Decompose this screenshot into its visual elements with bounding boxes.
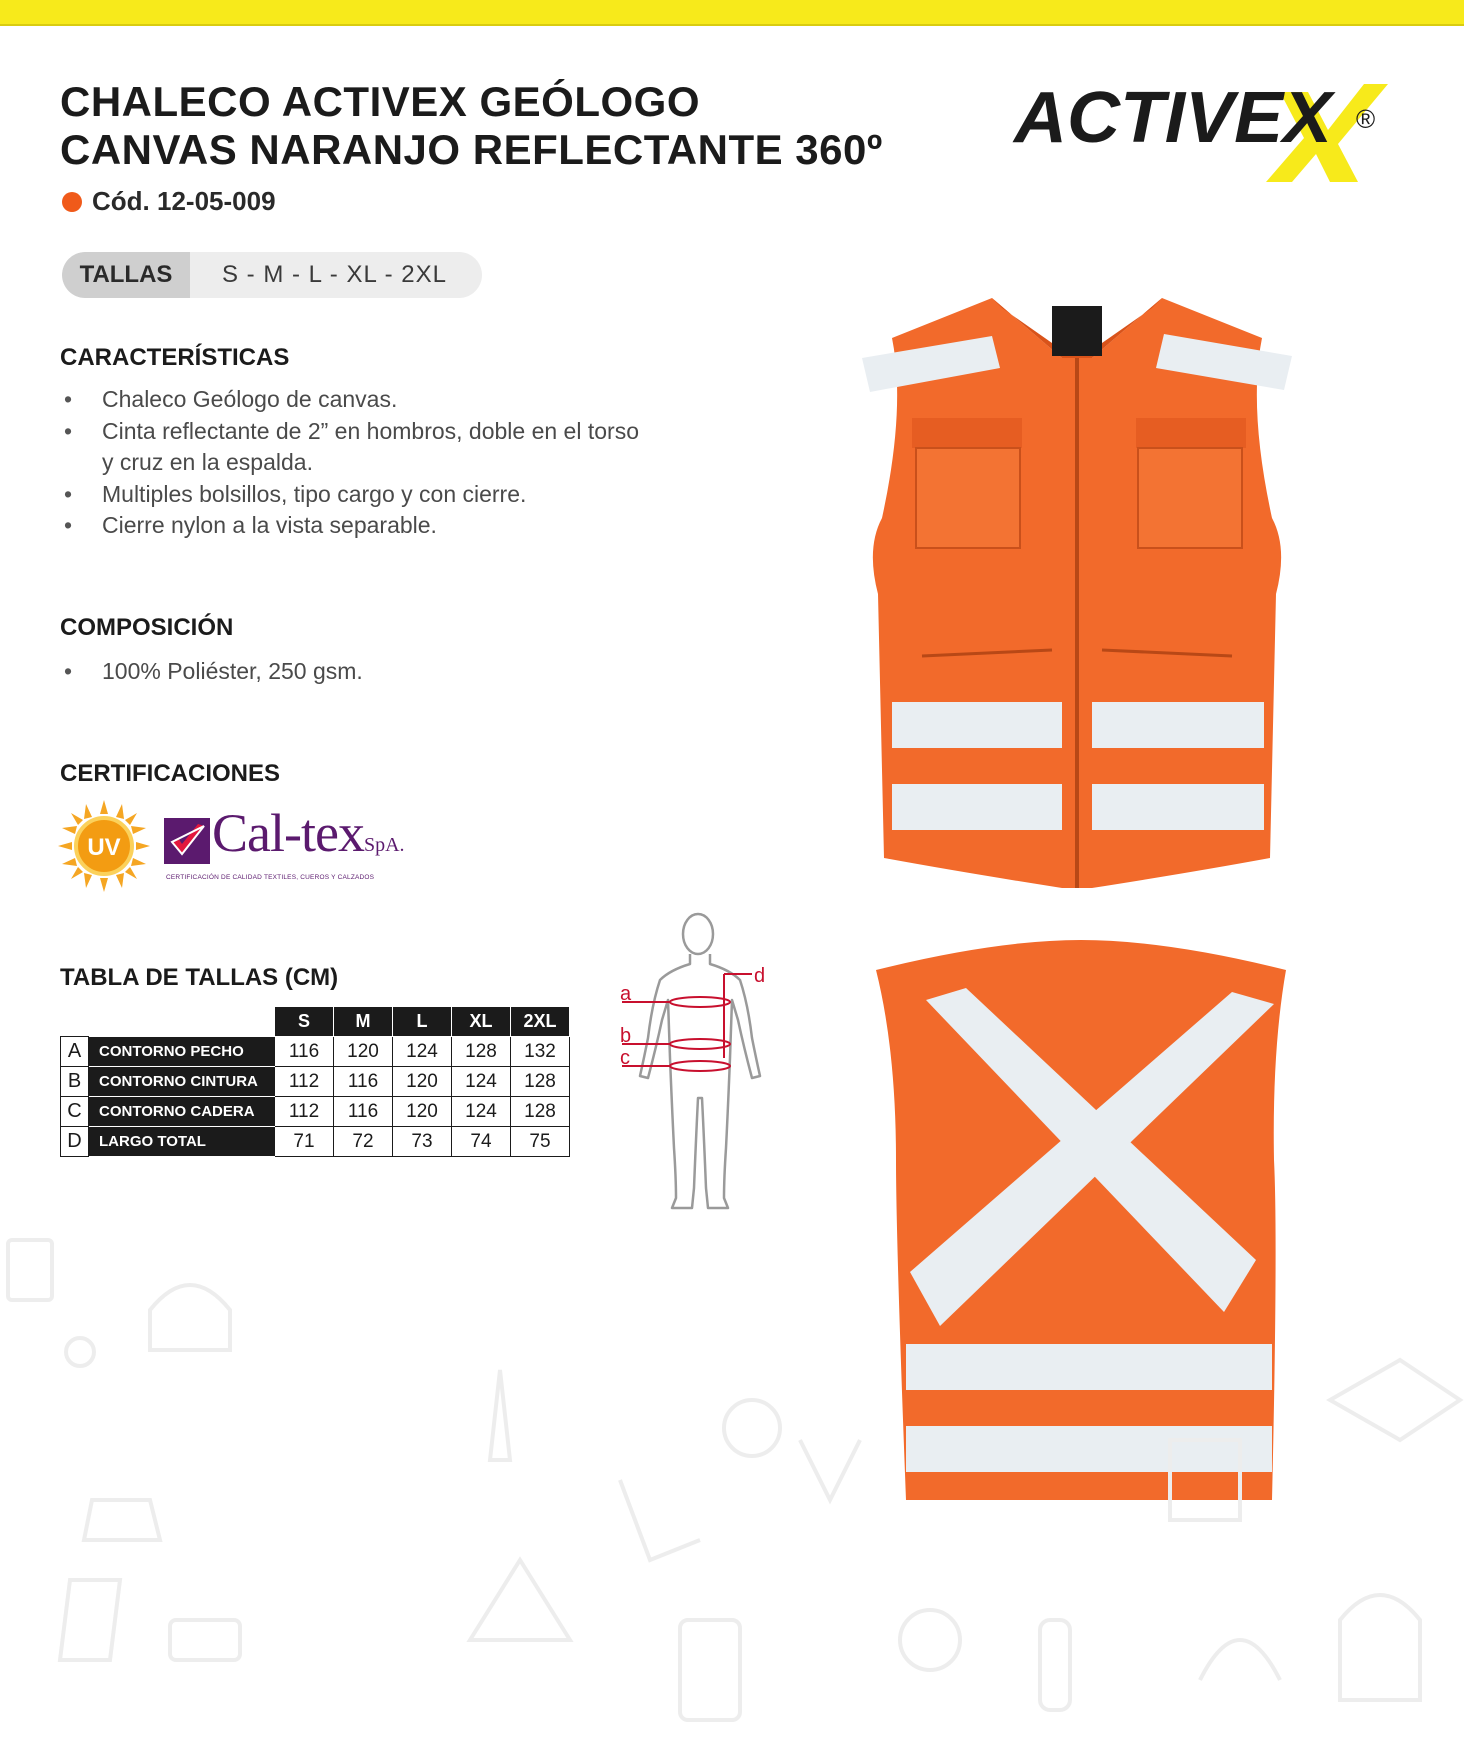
size-table-heading: TABLA DE TALLAS (CM) bbox=[60, 964, 339, 991]
size-table-corner bbox=[61, 1007, 89, 1037]
uv-sun-badge-icon bbox=[58, 800, 150, 892]
activex-logo bbox=[1012, 72, 1392, 182]
caltex-check-icon bbox=[164, 814, 210, 864]
table-cell: 120 bbox=[334, 1037, 393, 1067]
feature-item: • Chaleco Geólogo de canvas. bbox=[62, 384, 642, 416]
dot-icon bbox=[66, 1338, 94, 1366]
size-table-header-row bbox=[61, 1007, 570, 1037]
table-cell: 116 bbox=[275, 1037, 334, 1067]
logo-registered: ® bbox=[1356, 104, 1376, 134]
box-icon bbox=[1330, 1360, 1460, 1440]
features-list bbox=[62, 384, 652, 542]
size-column-header: S bbox=[275, 1007, 334, 1037]
row-name: CONTORNO CADERA bbox=[89, 1097, 275, 1127]
table-cell: 124 bbox=[452, 1097, 511, 1127]
reflective-band-front bbox=[1092, 702, 1264, 748]
product-code bbox=[62, 186, 276, 217]
table-cell: 124 bbox=[452, 1067, 511, 1097]
measure-label-c: c bbox=[620, 1047, 630, 1069]
features-heading: CARACTERÍSTICAS bbox=[60, 344, 290, 371]
size-table-corner bbox=[89, 1007, 275, 1037]
table-row bbox=[61, 1037, 570, 1067]
boot-icon bbox=[84, 1500, 160, 1540]
measure-label-a: a bbox=[620, 983, 632, 1005]
vest-front-image bbox=[852, 298, 1302, 888]
feature-item: • Cierre nylon a la vista separable. bbox=[62, 510, 642, 542]
size-column-header: L bbox=[393, 1007, 452, 1037]
bag-icon bbox=[60, 1580, 120, 1660]
table-cell: 73 bbox=[393, 1127, 452, 1157]
headphones-icon bbox=[150, 1285, 230, 1350]
table-cell: 112 bbox=[275, 1097, 334, 1127]
table-row bbox=[61, 1097, 570, 1127]
caltex-name: Cal-tex bbox=[212, 803, 364, 863]
table-cell: 116 bbox=[334, 1067, 393, 1097]
uv-badge-text: UV bbox=[87, 834, 121, 861]
top-accent-bar bbox=[0, 0, 1464, 26]
table-cell: 128 bbox=[511, 1097, 570, 1127]
shopping-cart-icon bbox=[8, 1240, 52, 1300]
row-name: CONTORNO CINTURA bbox=[89, 1067, 275, 1097]
table-cell: 75 bbox=[511, 1127, 570, 1157]
table-cell: 132 bbox=[511, 1037, 570, 1067]
caltex-wordmark bbox=[212, 802, 405, 864]
caltex-suffix: SpA. bbox=[363, 834, 405, 856]
row-name: CONTORNO PECHO bbox=[89, 1037, 275, 1067]
table-cell: 112 bbox=[275, 1067, 334, 1097]
table-cell: 116 bbox=[334, 1097, 393, 1127]
row-name: LARGO TOTAL bbox=[89, 1127, 275, 1157]
table-cell: 124 bbox=[393, 1037, 452, 1067]
cone-icon bbox=[490, 1370, 510, 1460]
mask-icon bbox=[900, 1610, 960, 1670]
search-icon bbox=[724, 1400, 780, 1456]
background-outline-icons bbox=[8, 1240, 1460, 1720]
table-row bbox=[61, 1127, 570, 1157]
size-column-header: M bbox=[334, 1007, 393, 1037]
hand-truck-icon bbox=[620, 1480, 700, 1560]
measure-label-b: b bbox=[620, 1025, 632, 1047]
boot-icon bbox=[1170, 1440, 1240, 1520]
composition-heading: COMPOSICIÓN bbox=[60, 614, 234, 641]
table-cell: 71 bbox=[275, 1127, 334, 1157]
row-letter: D bbox=[61, 1127, 89, 1157]
table-cell: 74 bbox=[452, 1127, 511, 1157]
reflective-band-front bbox=[892, 702, 1062, 748]
vest-inner-label bbox=[1052, 306, 1102, 356]
title-line-2: CANVAS NARANJO REFLECTANTE 360º bbox=[60, 126, 883, 173]
row-letter: C bbox=[61, 1097, 89, 1127]
product-code-text: Cód. 12-05-009 bbox=[92, 186, 276, 216]
location-map-icon bbox=[470, 1560, 570, 1640]
reflective-band-front bbox=[892, 784, 1062, 830]
chest-pocket-left bbox=[916, 448, 1020, 548]
background-pattern bbox=[0, 1200, 1464, 1748]
table-cell: 128 bbox=[452, 1037, 511, 1067]
chest-pocket-right bbox=[1138, 448, 1242, 548]
table-row bbox=[61, 1067, 570, 1097]
body-measurement-figure bbox=[612, 908, 792, 1218]
welding-mask-icon bbox=[1340, 1595, 1420, 1700]
headset-icon bbox=[1200, 1640, 1280, 1680]
table-cell: 120 bbox=[393, 1067, 452, 1097]
table-cell: 128 bbox=[511, 1067, 570, 1097]
row-letter: B bbox=[61, 1067, 89, 1097]
size-column-header: XL bbox=[452, 1007, 511, 1037]
measure-lines bbox=[622, 974, 752, 1071]
table-cell: 120 bbox=[393, 1097, 452, 1127]
logo-wordmark: ACTIVEX bbox=[1012, 78, 1337, 158]
truck-icon bbox=[170, 1620, 240, 1660]
measure-label-d: d bbox=[754, 965, 766, 987]
table-cell: 72 bbox=[334, 1127, 393, 1157]
sizes-value: S - M - L - XL - 2XL bbox=[222, 261, 447, 288]
feature-item: • Cinta reflectante de 2” en hombros, doble en el torso y cruz en la espalda. bbox=[62, 416, 652, 479]
vest-outline-icon bbox=[680, 1620, 740, 1720]
certifications-heading: CERTIFICACIONES bbox=[60, 760, 281, 787]
extinguisher-icon bbox=[1040, 1620, 1070, 1710]
harness-icon bbox=[800, 1440, 860, 1500]
size-column-header: 2XL bbox=[511, 1007, 570, 1037]
caltex-tagline: CERTIFICACIÓN DE CALIDAD TEXTILES, CUEROS Y CALZADOS bbox=[166, 874, 375, 881]
composition-item: • 100% Poliéster, 250 gsm. bbox=[62, 656, 642, 688]
feature-item: • Multiples bolsillos, tipo cargo y con cierre. bbox=[62, 479, 642, 511]
page-title bbox=[60, 78, 883, 174]
row-letter: A bbox=[61, 1037, 89, 1067]
caltex-logo bbox=[160, 803, 460, 888]
title-line-1: CHALECO ACTIVEX GEÓLOGO bbox=[60, 78, 700, 125]
sizes-pill bbox=[62, 252, 482, 298]
orange-dot-icon bbox=[62, 192, 82, 212]
reflective-band-front bbox=[1092, 784, 1264, 830]
composition-list bbox=[62, 656, 642, 688]
size-table bbox=[60, 1006, 570, 1157]
sizes-label: TALLAS bbox=[62, 252, 190, 298]
